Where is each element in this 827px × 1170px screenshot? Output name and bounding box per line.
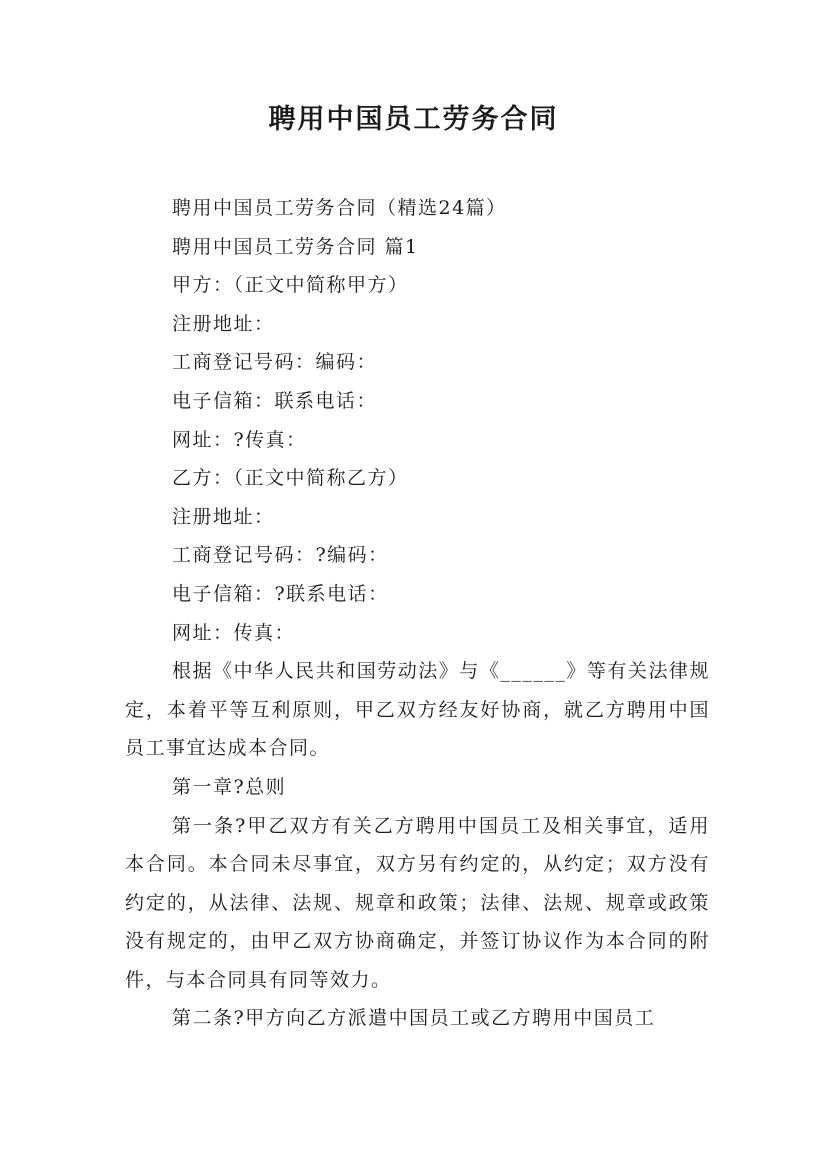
document-body bbox=[125, 189, 710, 1038]
party-a-registration: 工商登记号码：编码： bbox=[172, 351, 378, 374]
basis-paragraph: 根据《中华人民共和国劳动法》与《______》等有关法律规定，本着平等互利原则，甲乙双方经友好协商，就乙方聘用中国员工事宜达成本合同。 bbox=[125, 660, 710, 760]
party-b-registration: 工商登记号码：?编码： bbox=[172, 544, 389, 567]
subtitle-line: 聘用中国员工劳务合同（精选24篇） bbox=[172, 197, 507, 219]
party-a-website: 网址：?传真： bbox=[172, 428, 307, 451]
party-b-website: 网址：传真： bbox=[172, 621, 296, 644]
document-title: 聘用中国员工劳务合同 bbox=[268, 104, 559, 135]
party-b-label: 乙方：（正文中简称乙方） bbox=[172, 467, 409, 490]
section-heading: 聘用中国员工劳务合同 篇1 bbox=[172, 235, 419, 258]
party-a-contact: 电子信箱：联系电话： bbox=[172, 389, 378, 412]
party-b-contact: 电子信箱：?联系电话： bbox=[172, 582, 389, 605]
article-1-paragraph: 第一条?甲乙双方有关乙方聘用中国员工及相关事宜，适用本合同。本合同未尽事宜，双方另有约定的，从约定；双方没有约定的，从法律、法规、规章和政策；法律、法规、规章或政策没有规定的，由甲乙双方协商确定，并签订协议作为本合同的附件，与本合同具有同等效力。 bbox=[125, 814, 710, 991]
article-2-paragraph: 第二条?甲方向乙方派遣中国员工或乙方聘用中国员工 bbox=[172, 1007, 656, 1030]
chapter-heading: 第一章?总则 bbox=[172, 775, 287, 798]
party-a-label: 甲方：（正文中简称甲方） bbox=[172, 274, 409, 297]
party-b-address: 注册地址： bbox=[172, 505, 275, 528]
party-a-address: 注册地址： bbox=[172, 312, 275, 335]
